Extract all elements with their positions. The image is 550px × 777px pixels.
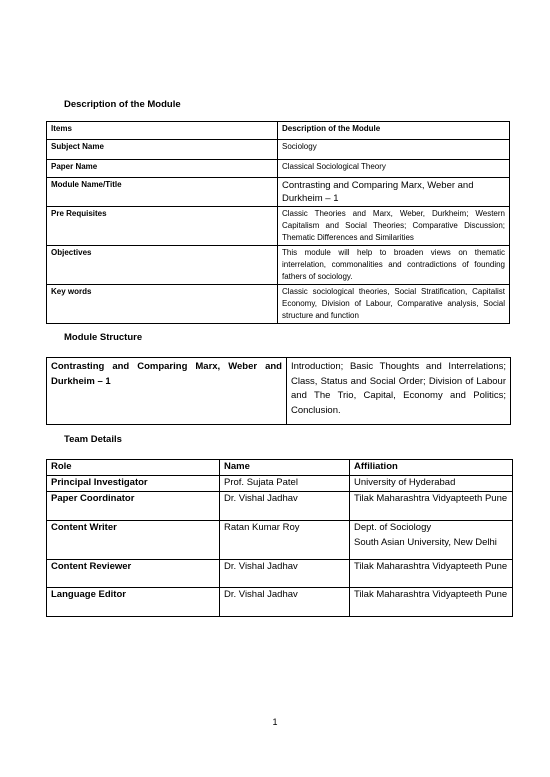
team-affiliation: Dept. of Sociology South Asian University, New Delhi	[350, 521, 513, 560]
name-header: Name	[220, 460, 350, 476]
team-affiliation: Tilak Maharashtra Vidyapteeth Pune	[350, 560, 513, 588]
description-heading: Description of the Module	[64, 99, 181, 110]
team-name: Dr. Vishal Jadhav	[220, 588, 350, 617]
table-row	[47, 160, 510, 178]
table-row	[47, 140, 510, 160]
team-name: Prof. Sujata Patel	[220, 476, 350, 492]
row-value: This module will help to broaden views on thematic interrelation, commonalities and contradictions of founding fathers of sociology.	[278, 246, 510, 285]
module-description-table	[46, 121, 510, 324]
role-header: Role	[47, 460, 220, 476]
team-name: Ratan Kumar Roy	[220, 521, 350, 560]
team-role: Content Writer	[47, 521, 220, 560]
table-row	[47, 207, 510, 246]
table-row	[47, 178, 510, 207]
row-label: Pre Requisites	[47, 207, 278, 246]
team-details-table	[46, 459, 513, 617]
table-row	[47, 246, 510, 285]
row-value: Classical Sociological Theory	[278, 160, 510, 178]
table-row	[47, 492, 513, 521]
team-name: Dr. Vishal Jadhav	[220, 492, 350, 521]
row-value: Contrasting and Comparing Marx, Weber and Durkheim – 1	[278, 178, 510, 207]
team-affiliation: University of Hyderabad	[350, 476, 513, 492]
table-row	[47, 358, 511, 425]
team-role: Principal Investigator	[47, 476, 220, 492]
items-header: Items	[47, 122, 278, 140]
table-row	[47, 521, 513, 560]
team-affiliation: Tilak Maharashtra Vidyapteeth Pune	[350, 588, 513, 617]
row-value: Classic Theories and Marx, Weber, Durkheim; Western Capitalism and Social Theories; Comparative Discussion; Thematic Differences and Similarities	[278, 207, 510, 246]
team-name: Dr. Vishal Jadhav	[220, 560, 350, 588]
row-label: Subject Name	[47, 140, 278, 160]
table-row	[47, 588, 513, 617]
module-structure-table	[46, 357, 511, 425]
module-structure-heading: Module Structure	[64, 332, 143, 343]
structure-content: Introduction; Basic Thoughts and Interrelations; Class, Status and Social Order; Division of Labour and The Trio, Capital, Economy and Politics; Conclusion.	[287, 358, 511, 425]
table-row	[47, 285, 510, 324]
team-role: Language Editor	[47, 588, 220, 617]
page-number: 1	[272, 717, 278, 727]
description-header: Description of the Module	[278, 122, 510, 140]
team-affiliation: Tilak Maharashtra Vidyapteeth Pune	[350, 492, 513, 521]
row-label: Objectives	[47, 246, 278, 285]
table-row	[47, 560, 513, 588]
row-value: Sociology	[278, 140, 510, 160]
team-role: Content Reviewer	[47, 560, 220, 588]
row-label: Module Name/Title	[47, 178, 278, 207]
structure-title: Contrasting and Comparing Marx, Weber and Durkheim – 1	[47, 358, 287, 425]
team-role: Paper Coordinator	[47, 492, 220, 521]
affiliation-header: Affiliation	[350, 460, 513, 476]
row-label: Key words	[47, 285, 278, 324]
table-header-row	[47, 122, 510, 140]
table-row	[47, 476, 513, 492]
row-value: Classic sociological theories, Social Stratification, Capitalist Economy, Division of Labour, Comparative analysis, Social structure and function	[278, 285, 510, 324]
table-header-row	[47, 460, 513, 476]
team-details-heading: Team Details	[64, 434, 122, 445]
row-label: Paper Name	[47, 160, 278, 178]
